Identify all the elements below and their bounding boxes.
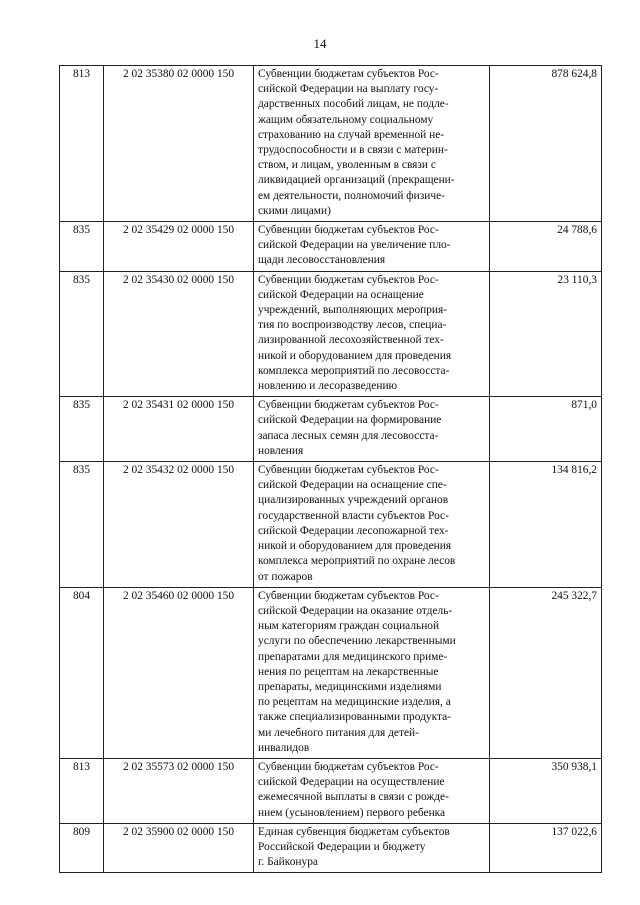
description-cell <box>254 587 490 758</box>
admin-code-cell: 835 <box>60 397 104 462</box>
amount-cell: 871,0 <box>490 397 602 462</box>
amount-cell: 24 788,6 <box>490 222 602 272</box>
description-line: сийской Федерации лесопожарной тех- <box>258 524 449 537</box>
description-line: трудоспособности и в связи с материн- <box>258 144 448 157</box>
description-line: нения по рецептам на лекарственные <box>258 665 439 678</box>
budget-table <box>59 65 602 873</box>
amount-cell: 23 110,3 <box>490 271 602 397</box>
description-line: государственной власти субъектов Рос- <box>258 509 449 522</box>
description-line: г. Байконура <box>258 856 318 869</box>
description-line: инвалидов <box>258 741 310 754</box>
amount-cell: 878 624,8 <box>490 66 602 222</box>
description-line: по рецептам на медицинские изделия, а <box>258 696 451 709</box>
admin-code-cell: 813 <box>60 66 104 222</box>
table-row <box>60 758 602 823</box>
admin-code-cell: 835 <box>60 271 104 397</box>
description-line: учреждений, выполняющих мероприя- <box>258 304 448 317</box>
description-cell <box>254 462 490 588</box>
description-line: от пожаров <box>258 570 313 583</box>
description-line: препаратами для медицинского приме- <box>258 650 448 663</box>
description-line: комплекса мероприятий по охране лесов <box>258 555 456 568</box>
table-row <box>60 66 602 222</box>
description-line: препараты, медицинскими изделиями <box>258 680 442 693</box>
description-cell <box>254 222 490 272</box>
description-line: Единая субвенция бюджетам субъектов <box>258 825 450 838</box>
description-line: Субвенции бюджетам субъектов Рос- <box>258 464 439 477</box>
description-line: сийской Федерации на оказание отдель- <box>258 604 453 617</box>
description-line: ством, и лицам, уволенным в связи с <box>258 159 436 172</box>
description-line: ликвидацией организаций (прекращени- <box>258 174 455 187</box>
description-line: Субвенции бюджетам субъектов Рос- <box>258 224 439 237</box>
amount-cell: 350 938,1 <box>490 758 602 823</box>
table-row <box>60 587 602 758</box>
table-row <box>60 271 602 397</box>
description-cell <box>254 271 490 397</box>
amount-cell: 245 322,7 <box>490 587 602 758</box>
admin-code-cell: 809 <box>60 823 104 873</box>
description-line: сийской Федерации на выплату госу- <box>258 83 439 96</box>
description-line: сийской Федерации на осуществление <box>258 776 445 789</box>
budget-classification-code-cell: 2 02 35429 02 0000 150 <box>104 222 254 272</box>
description-line: Субвенции бюджетам субъектов Рос- <box>258 589 439 602</box>
description-cell <box>254 823 490 873</box>
description-line: циализированных учреждений органов <box>258 494 449 507</box>
description-line: нием (усыновлением) первого ребенка <box>258 806 446 819</box>
description-line: комплекса мероприятий по лесовосста- <box>258 364 450 377</box>
budget-classification-code-cell: 2 02 35460 02 0000 150 <box>104 587 254 758</box>
description-line: щади лесовосстановления <box>258 254 386 267</box>
description-line: скими лицами) <box>258 204 331 217</box>
description-line: ем деятельности, полномочий физиче- <box>258 189 445 202</box>
description-line: услуги по обеспечению лекарственными <box>258 635 456 648</box>
budget-classification-code-cell: 2 02 35432 02 0000 150 <box>104 462 254 588</box>
description-line: Субвенции бюджетам субъектов Рос- <box>258 68 439 80</box>
description-line: Субвенции бюджетам субъектов Рос- <box>258 273 439 286</box>
budget-classification-code-cell: 2 02 35431 02 0000 150 <box>104 397 254 462</box>
description-line: никой и оборудованием для проведения <box>258 540 452 553</box>
page-number: 14 <box>313 36 327 51</box>
amount-cell: 137 022,6 <box>490 823 602 873</box>
description-line: ежемесячной выплаты в связи с рожде- <box>258 791 449 804</box>
description-line: сийской Федерации на оснащение спе- <box>258 479 447 492</box>
description-line: запаса лесных семян для лесовосста- <box>258 429 439 442</box>
description-line: лизированной лесохозяйственной тех- <box>258 334 444 347</box>
description-line: новления <box>258 444 304 457</box>
budget-classification-code-cell: 2 02 35900 02 0000 150 <box>104 823 254 873</box>
description-cell <box>254 66 490 222</box>
description-line: новлению и лесоразведению <box>258 380 398 393</box>
description-line: сийской Федерации на оснащение <box>258 288 424 301</box>
description-line: Российской Федерации и бюджету <box>258 840 426 853</box>
description-line: ным категориям граждан социальной <box>258 620 440 633</box>
admin-code-cell: 804 <box>60 587 104 758</box>
description-line: ми лечебного питания для детей- <box>258 726 419 739</box>
description-line: сийской Федерации на увеличение пло- <box>258 239 451 252</box>
budget-classification-code-cell: 2 02 35380 02 0000 150 <box>104 66 254 222</box>
admin-code-cell: 835 <box>60 462 104 588</box>
description-line: никой и оборудованием для проведения <box>258 349 452 362</box>
description-line: дарственных пособий лицам, не подле- <box>258 98 449 111</box>
amount-cell: 134 816,2 <box>490 462 602 588</box>
description-line: Субвенции бюджетам субъектов Рос- <box>258 399 439 412</box>
description-cell <box>254 397 490 462</box>
table-row <box>60 462 602 588</box>
admin-code-cell: 835 <box>60 222 104 272</box>
description-line: также специализированными продукта- <box>258 711 451 724</box>
description-line: страхованию на случай временной не- <box>258 128 445 141</box>
table-row <box>60 222 602 272</box>
budget-classification-code-cell: 2 02 35573 02 0000 150 <box>104 758 254 823</box>
admin-code-cell: 813 <box>60 758 104 823</box>
budget-classification-code-cell: 2 02 35430 02 0000 150 <box>104 271 254 397</box>
table-row <box>60 823 602 873</box>
description-line: тия по воспроизводству лесов, специа- <box>258 319 447 332</box>
table-row <box>60 397 602 462</box>
description-line: жащим обязательному социальному <box>258 113 434 126</box>
description-line: Субвенции бюджетам субъектов Рос- <box>258 760 439 773</box>
description-line: сийской Федерации на формирование <box>258 414 442 427</box>
description-cell <box>254 758 490 823</box>
